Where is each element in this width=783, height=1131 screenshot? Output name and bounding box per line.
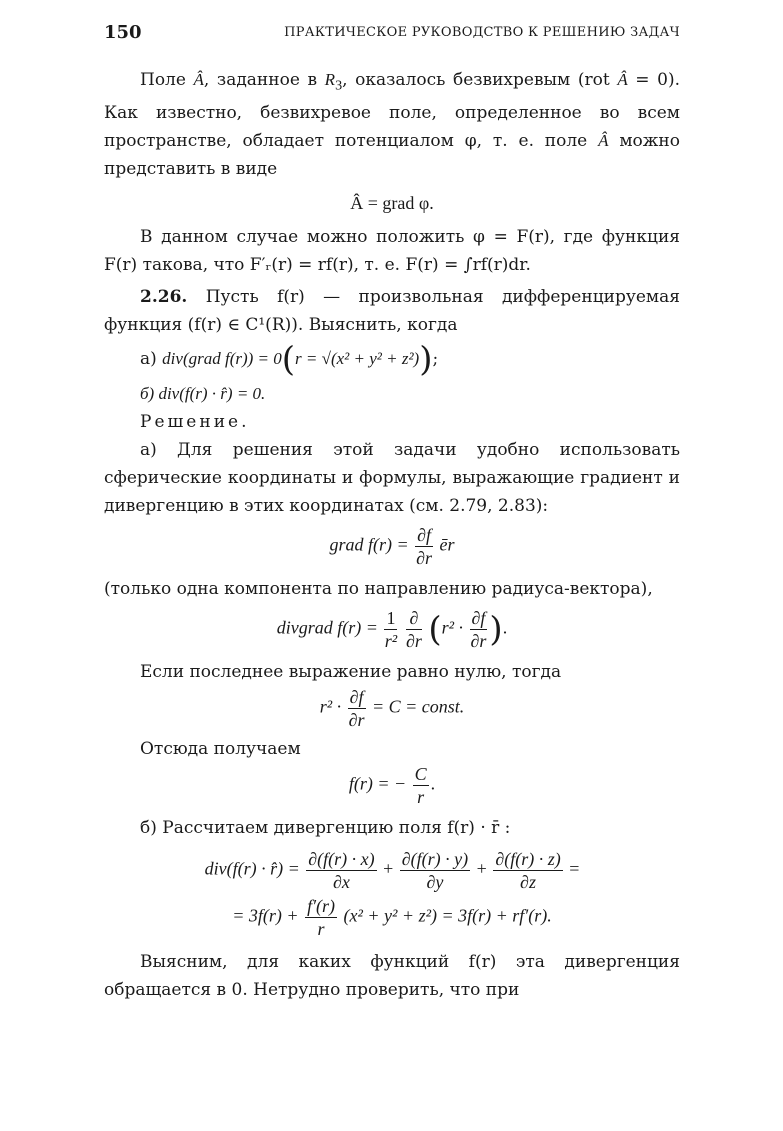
- equation-gradient: grad f(r) = $\frac{\partial f}{\partial r}$ ēr: [329, 524, 455, 568]
- paragraph-2: В данном случае можно положить φ = F(r), где функция F(r) такова, что F′ᵣ(r) = rf(r), т. е. F(r) = ∫rf(r)dr.: [104, 227, 680, 276]
- paragraph-8: б) Рассчитаем дивергенцию поля f(r) · r̄ :: [140, 817, 511, 838]
- equation-constant: r² · $\frac{\partial f}{\partial r}$ = C = const.: [319, 686, 465, 730]
- paragraph-4: а) Для решения этой задачи удобно использовать сферические координаты и формулы, выражающие градиент и дивергенцию в этих координатах (см. 2.79, 2.83):: [104, 439, 680, 516]
- solution-label: Решение.: [140, 411, 250, 432]
- equation-divergence: div(f(r) · r̂) = $\frac{\partial(f(r) \cdot x)}{\partial x}$ + $\frac{\partial(f(r) \cdot y)}{\partial y}$ + $\frac{\partial(f(r) \cdot z)}{\partial z}$ =: [204, 848, 580, 892]
- equation-potential: Â = grad φ.: [350, 193, 434, 214]
- problem-statement: 2.26. Пусть f(r) — произвольная дифференцируемая функция (f(r) ∈ C¹(R)). Выяснить, когда: [104, 287, 680, 336]
- page-number: 150: [104, 22, 142, 43]
- equation-solution-a: f(r) = − $\frac{C}{r}$ .: [348, 763, 436, 807]
- paragraph-6: Если последнее выражение равно нулю, тогда: [140, 661, 562, 682]
- paragraph-1: Поле Â, заданное в $R_3$, оказалось безвихревым (rot Â = 0). Как известно, безвихревое поле, определенное во всем пространстве, обладает потенциалом φ, т. е. поле Â можно представить в виде: [104, 70, 681, 180]
- problem-number: 2.26.: [140, 287, 188, 308]
- item-b: б) div(f(r) · r̂) = 0.: [140, 383, 266, 403]
- running-title: ПРАКТИЧЕСКОЕ РУКОВОДСТВО К РЕШЕНИЮ ЗАДАЧ: [284, 25, 680, 40]
- equation-divergence-result: = 3f(r) + $\frac{f'(r)}{r}$ (x² + y² + z²) = 3f(r) + rf′(r).: [232, 895, 552, 939]
- item-a: а) div(grad f(r)) = 0(r = √(x² + y² + z²));: [140, 339, 439, 380]
- paragraph-7: Отсюда получаем: [140, 738, 301, 759]
- page-header: [104, 22, 680, 46]
- page-content: [104, 66, 680, 1004]
- equation-divgrad: divgrad f(r) = $\frac{1}{\text{r²}}$ $\frac{\partial}{\partial r}$ (r² · $\frac{\partial f}{\partial r}$ ).: [276, 607, 508, 651]
- paragraph-5: (только одна компонента по направлению радиуса-вектора),: [104, 578, 653, 599]
- paragraph-9: Выясним, для каких функций f(r) эта дивергенция обращается в 0. Нетрудно проверить, что при: [104, 951, 680, 1000]
